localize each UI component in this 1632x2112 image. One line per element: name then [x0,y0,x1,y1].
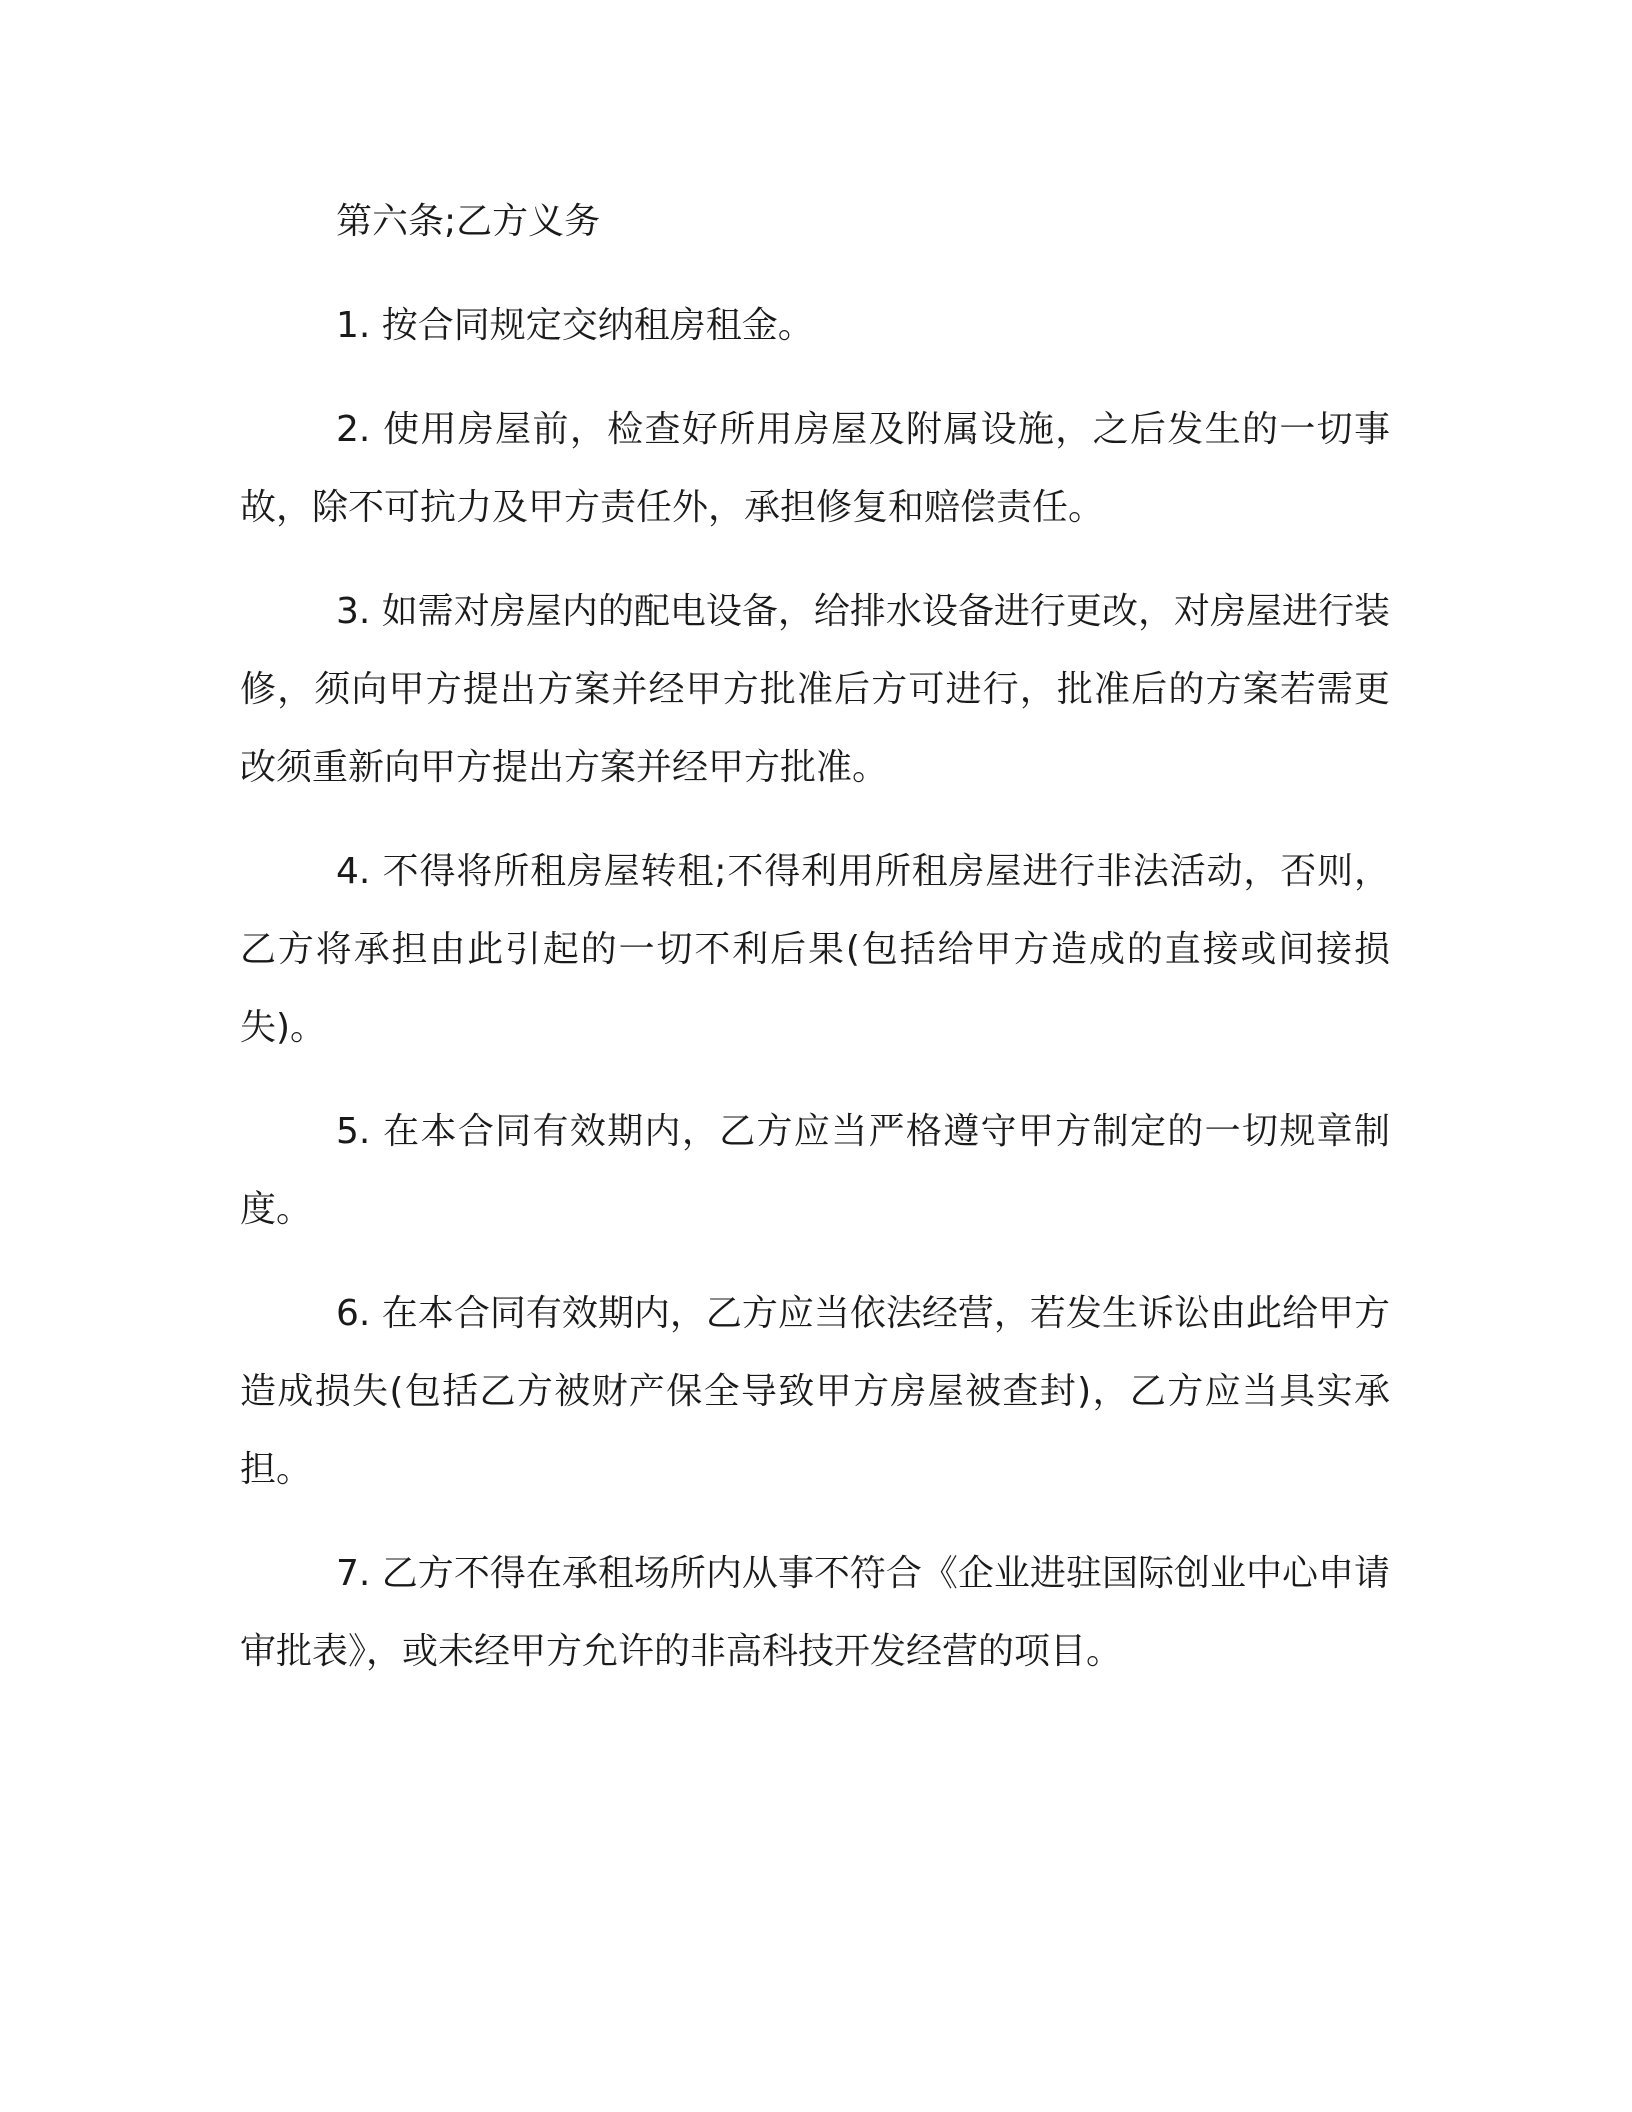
clause-5: 5. 在本合同有效期内，乙方应当严格遵守甲方制定的一切规章制度。 [240,1111,1390,1230]
section-heading: 第六条;乙方义务 [336,201,601,242]
document-body [240,183,1390,1717]
clause-3: 3. 如需对房屋内的配电设备，给排水设备进行更改，对房屋进行装修，须向甲方提出方案并经甲方批准后方可进行，批准后的方案若需更改须重新向甲方提出方案并经甲方批准。 [240,591,1390,788]
clause-7: 7. 乙方不得在承租场所内从事不符合《企业进驻国际创业中心申请审批表》，或未经甲方允许的非高科技开发经营的项目。 [240,1553,1390,1672]
clause-4: 4. 不得将所租房屋转租;不得利用所租房屋进行非法活动，否则，乙方将承担由此引起的一切不利后果(包括给甲方造成的直接或间接损失)。 [240,851,1390,1048]
clause-6: 6. 在本合同有效期内，乙方应当依法经营，若发生诉讼由此给甲方造成损失(包括乙方被财产保全导致甲方房屋被查封)，乙方应当具实承担。 [240,1293,1390,1490]
clause-1: 1. 按合同规定交纳租房租金。 [336,305,814,346]
clause-2: 2. 使用房屋前，检查好所用房屋及附属设施，之后发生的一切事故，除不可抗力及甲方责任外，承担修复和赔偿责任。 [240,409,1390,528]
